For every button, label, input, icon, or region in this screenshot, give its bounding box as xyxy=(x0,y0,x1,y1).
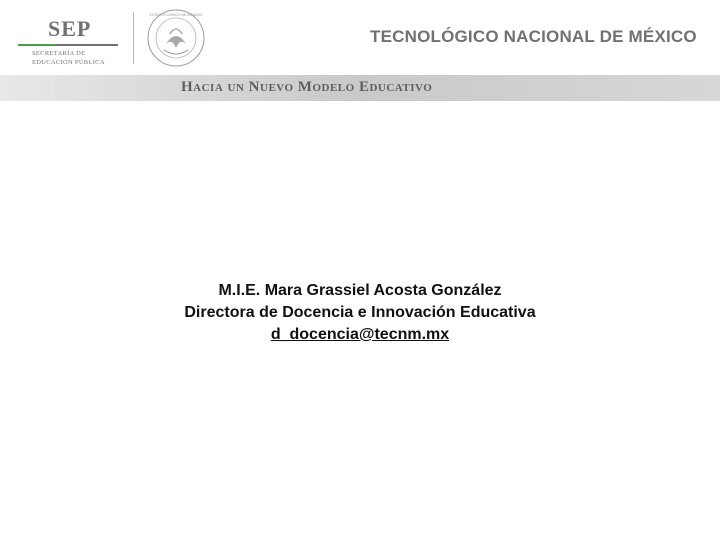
header-divider xyxy=(133,12,134,64)
institution-title: TECNOLÓGICO NACIONAL DE MÉXICO xyxy=(370,27,697,46)
page-header xyxy=(0,0,720,75)
sep-wordmark: SEP xyxy=(48,16,92,41)
sep-logo xyxy=(18,10,128,65)
sep-subtitle-line1: SECRETARÍA DE xyxy=(32,50,86,57)
motto-banner xyxy=(0,75,720,101)
contact-name: M.I.E. Mara Grassiel Acosta González xyxy=(218,282,502,299)
contact-email-link[interactable]: d_docencia@tecnm.mx xyxy=(270,326,450,343)
sep-subtitle-line2: EDUCACIÓN PÚBLICA xyxy=(32,59,105,66)
contact-position: Directora de Docencia e Innovación Educativa xyxy=(184,304,536,321)
national-seal-icon xyxy=(146,8,206,68)
contact-block xyxy=(0,280,720,346)
sep-rule-accent xyxy=(18,44,56,46)
seal-text: ESTADOS UNIDOS MEXICANOS xyxy=(149,13,203,17)
banner-text: Hacia un Nuevo Modelo Educativo xyxy=(181,79,433,95)
